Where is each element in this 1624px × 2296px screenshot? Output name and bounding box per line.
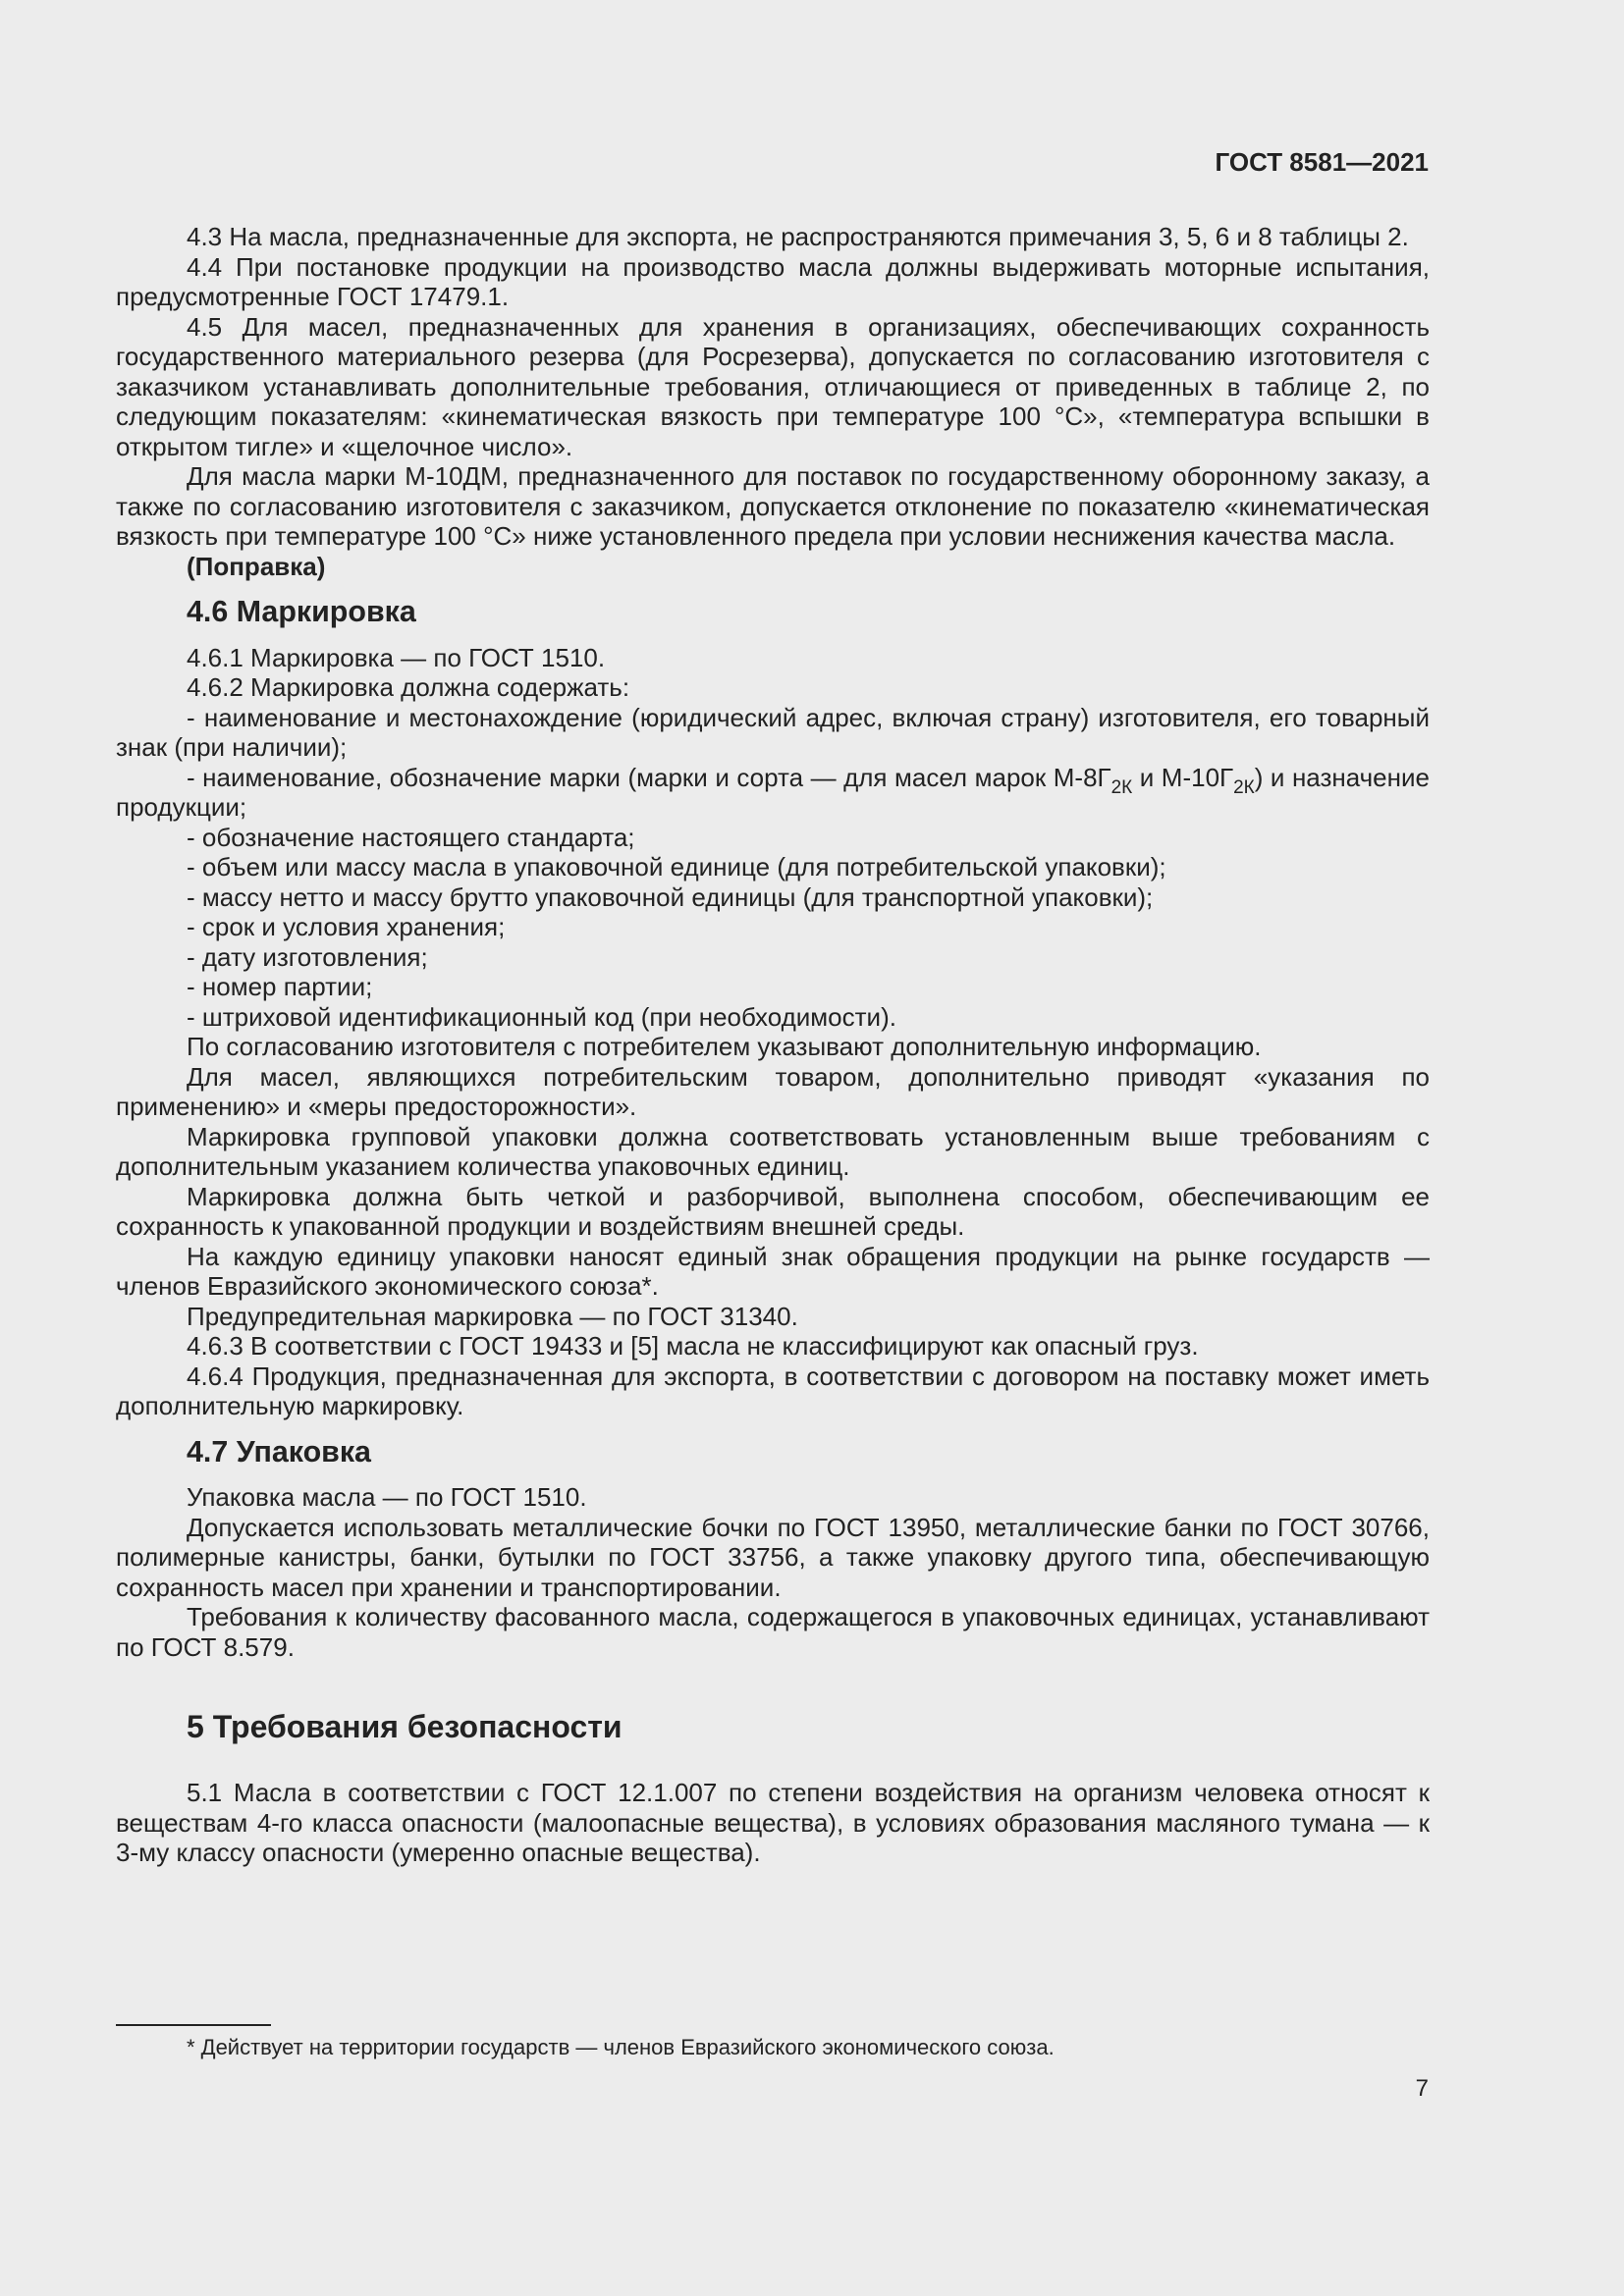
document-header: ГОСТ 8581—2021	[1215, 147, 1429, 177]
paragraph-4-6-1: 4.6.1 Маркировка — по ГОСТ 1510.	[187, 642, 606, 672]
paragraph-marking-5: На каждую единицу упаковки наносят единый знак обращения продукции на рынке государств — членов Евразийского экономического союза*.	[116, 1241, 1430, 1301]
paragraph-4-5-continued: Для масла марки М-10ДМ, предназначенного для поставок по государственному оборонному заказу, а также по согласованию изготовителя с заказчиком, допускается отклонение по показателю «кинематическая вязкость при температуре 100 °С» ниже установленного предела при условии неснижения качества масла.	[116, 461, 1430, 551]
paragraph-4-3: 4.3 На масла, предназначенные для экспорта, не распространяются примечания 3, 5, 6 и 8 таблицы 2.	[187, 222, 1409, 251]
paragraph-marking-6: Предупредительная маркировка — по ГОСТ 31340.	[187, 1301, 798, 1331]
heading-4-7: 4.7 Упаковка	[187, 1434, 371, 1468]
list-item: - наименование и местонахождение (юридический адрес, включая страну) изготовителя, его товарный знак (при наличии);	[116, 702, 1430, 762]
list-item: - объем или массу масла в упаковочной единице (для потребительской упаковки);	[187, 852, 1166, 881]
paragraph-4-6-4: 4.6.4 Продукция, предназначенная для экспорта, в соответствии с договором на поставку может иметь дополнительную маркировку.	[116, 1361, 1430, 1420]
paragraph-marking-4: Маркировка должна быть четкой и разборчивой, выполнена способом, обеспечивающим ее сохранность к упакованной продукции и воздействиям внешней среды.	[116, 1181, 1430, 1241]
paragraph-5-1: 5.1 Масла в соответствии с ГОСТ 12.1.007 по степени воздействия на организм человека относят к веществам 4-го класса опасности (малоопасные вещества), в условиях образования масляного тумана — к 3-му классу опасности (умеренно опасные вещества).	[116, 1778, 1430, 1867]
list-item: - номер партии;	[187, 972, 373, 1001]
list-item: - обозначение настоящего стандарта;	[187, 822, 635, 852]
paragraph-marking-2: Для масел, являющихся потребительским товаром, дополнительно приводят «указания по применению» и «меры предосторожности».	[116, 1061, 1430, 1121]
section-5-title: 5 Требования безопасности	[187, 1709, 623, 1744]
list-item-text: и М-10Г	[1132, 762, 1234, 792]
paragraph-4-6-2: 4.6.2 Маркировка должна содержать:	[187, 672, 630, 702]
footnote-divider	[116, 2024, 271, 2026]
paragraph-4-5: 4.5 Для масел, предназначенных для хранения в организациях, обеспечивающих сохранность государственного материального резерва (для Росрезерва), допускается по согласованию изготовителя с заказчиком устанавливать дополнительные требования, отличающиеся от приведенных в таблице 2, по следующим показателям: «кинематическая вязкость при температуре 100 °С», «температура вспышки в открытом тигле» и «щелочное число».	[116, 311, 1430, 461]
paragraph-marking-1: По согласованию изготовителя с потребителем указывают дополнительную информацию.	[187, 1032, 1262, 1061]
subscript: 2К	[1233, 776, 1255, 798]
list-item-text: ) и назначение продукции;	[116, 762, 1430, 822]
paragraph-marking-3: Маркировка групповой упаковки должна соответствовать установленным выше требованиям с дополнительным указанием количества упаковочных единиц.	[116, 1121, 1430, 1181]
page-number: 7	[1415, 2075, 1429, 2102]
paragraph-4-4: 4.4 При постановке продукции на производство масла должны выдерживать моторные испытания, предусмотренные ГОСТ 17479.1.	[116, 251, 1430, 311]
heading-4-6: 4.6 Маркировка	[187, 595, 416, 628]
document-body	[116, 222, 1430, 1868]
list-item: - штриховой идентификационный код (при необходимости).	[187, 1001, 896, 1032]
paragraph-packaging-2: Допускается использовать металлические бочки по ГОСТ 13950, металлические банки по ГОСТ 30766, полимерные канистры, банки, бутылки по ГОСТ 33756, а также упаковку другого типа, обеспечивающую сохранность масел при хранении и транспортировании.	[116, 1512, 1430, 1602]
list-item: - дату изготовления;	[187, 941, 428, 972]
list-item	[116, 763, 1430, 823]
subscript: 2К	[1110, 776, 1133, 798]
footnote: * Действует на территории государств — членов Евразийского экономического союза.	[187, 2035, 1055, 2059]
marking-contents-list	[116, 703, 1430, 1033]
list-item: - срок и условия хранения;	[187, 912, 506, 941]
list-item: - массу нетто и массу брутто упаковочной единицы (для транспортной упаковки);	[187, 881, 1154, 912]
list-item-text: - наименование, обозначение марки (марки и сорта — для масел марок М-8Г	[187, 762, 1111, 792]
amendment-note: (Поправка)	[187, 551, 326, 581]
paragraph-packaging-3: Требования к количеству фасованного масла, содержащегося в упаковочных единицах, устанавливают по ГОСТ 8.579.	[116, 1602, 1430, 1662]
paragraph-packaging-1: Упаковка масла — по ГОСТ 1510.	[187, 1482, 587, 1512]
paragraph-4-6-3: 4.6.3 В соответствии с ГОСТ 19433 и [5] масла не классифицируют как опасный груз.	[187, 1331, 1199, 1361]
